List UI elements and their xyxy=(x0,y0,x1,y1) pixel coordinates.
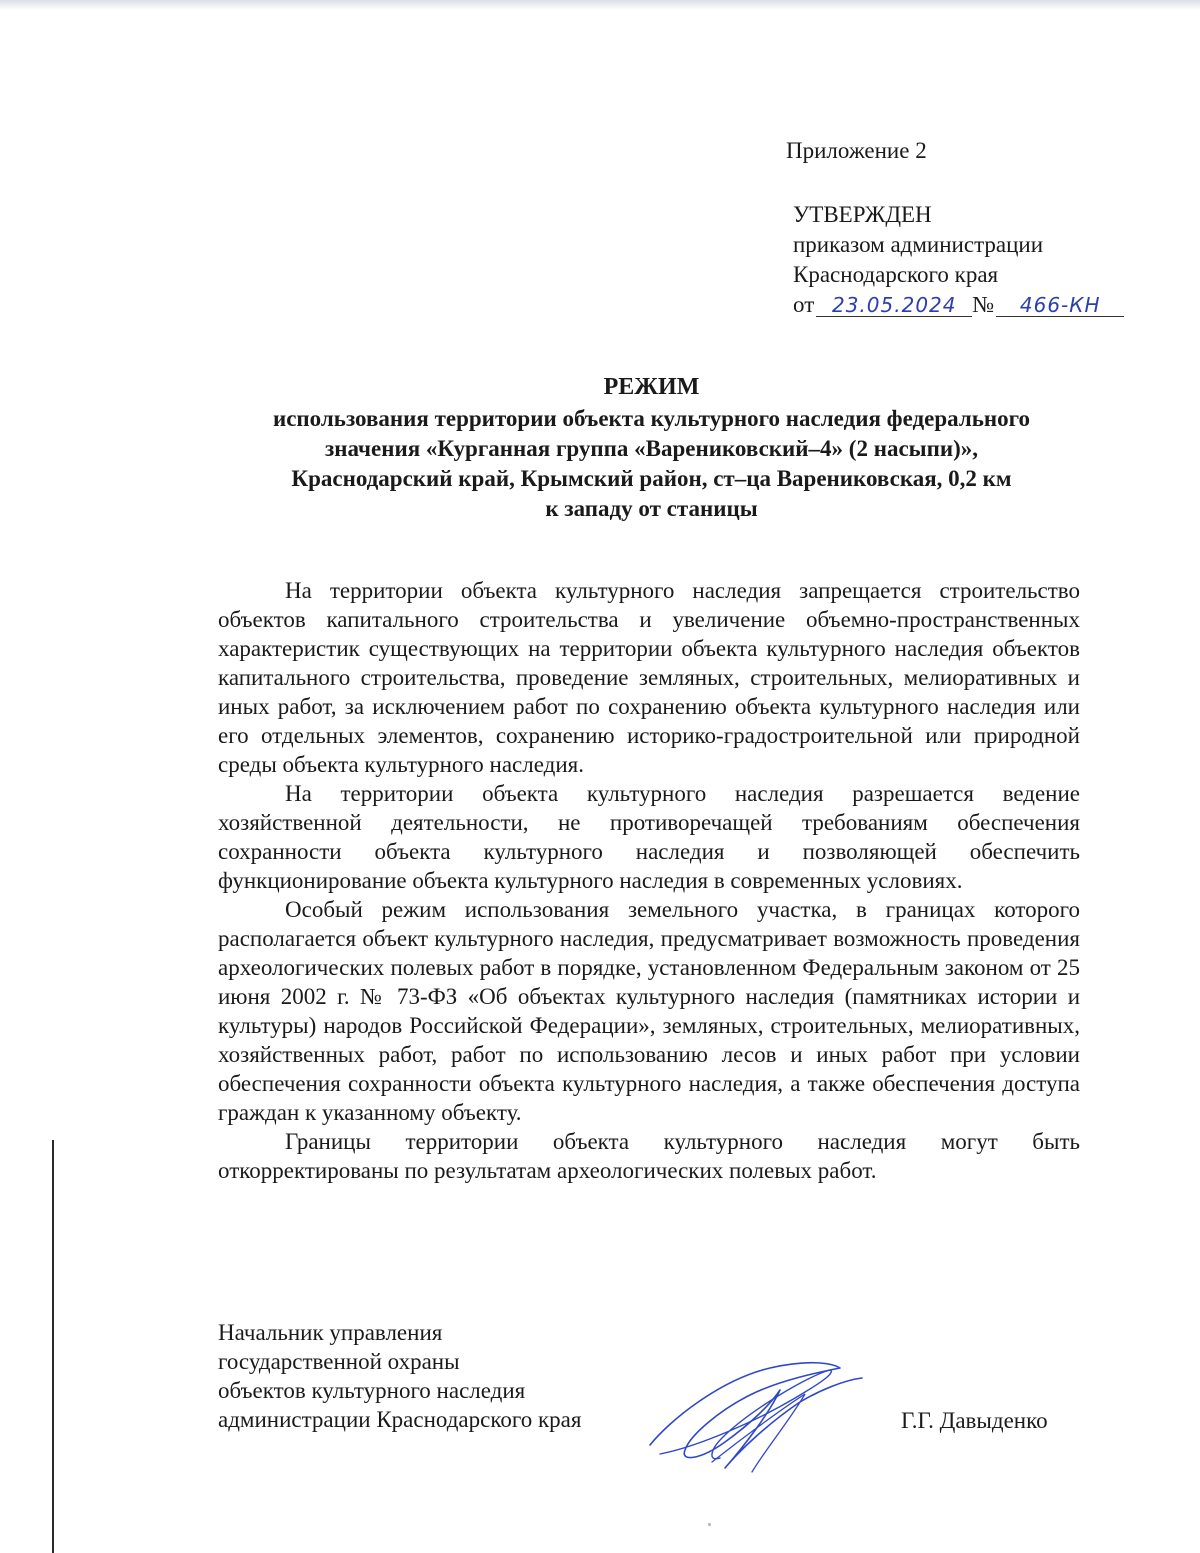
signatory-line-4: администрации Краснодарского края xyxy=(218,1407,582,1432)
paragraph: Особый режим использования земельного участка, в границах которого располагается объект культурного наследия, предусматривает возможность проведения археологических полевых работ в порядке, установленном Федеральным законом от 25 июня 2002 г. № 73-ФЗ «Об объектах культурного наследия (памятниках истории и культуры) народов Российской Федерации», земляных, строительных, мелиоративных, хозяйственных работ, работ по использованию лесов и иных работ при условии обеспечения сохранности объекта культурного наследия, а также обеспечения доступа граждан к указанному объекту. xyxy=(218,897,1080,1125)
approval-stamp-block xyxy=(793,200,1124,320)
signatory-position xyxy=(218,1318,581,1434)
approval-line-1: приказом администрации xyxy=(793,232,1044,257)
approval-line-2: Краснодарского края xyxy=(793,262,999,287)
order-reference xyxy=(793,290,1124,320)
paragraph: Границы территории объекта культурного наследия могут быть откорректированы по результатам археологических полевых работ. xyxy=(218,1129,1080,1183)
signatory-name: Г.Г. Давыденко xyxy=(901,1408,1048,1433)
title-line-2: значения «Курганная группа «Варениковский–4» (2 насыпи)», xyxy=(324,436,979,461)
scan-edge-top xyxy=(0,0,1200,10)
signatory-line-2: государственной охраны xyxy=(218,1349,460,1374)
order-date: 23.05.2024 xyxy=(816,294,972,317)
order-number-label: № xyxy=(972,292,995,317)
handwritten-signature xyxy=(630,1350,870,1480)
paragraph: На территории объекта культурного наследия запрещается строительство объектов капитального строительства и увеличение объемно-пространственных характеристик существующих на территории объекта культурного наследия объектов капитального строительства, проведение земляных, строительных, мелиоративных и иных работ, за исключением работ по сохранению объекта культурного наследия или его отдельных элементов, сохранению историко-градостроительной или природной среды объекта культурного наследия. xyxy=(218,578,1080,777)
order-number: 466-КН xyxy=(996,294,1124,317)
order-from-label: от xyxy=(793,292,815,317)
paragraph: На территории объекта культурного наследия разрешается ведение хозяйственной деятельности, не противоречащей требованиям обеспечения сохранности объекта культурного наследия и позволяющей обеспечить функционирование объекта культурного наследия в современных условиях. xyxy=(218,781,1080,893)
title-line-1: использования территории объекта культурного наследия федерального xyxy=(272,406,1031,431)
title-line-3: Краснодарский край, Крымский район, ст–ца Варениковская, 0,2 км xyxy=(291,466,1012,491)
scan-speck xyxy=(708,1523,711,1526)
signatory-line-1: Начальник управления xyxy=(218,1320,443,1345)
appendix-label: Приложение 2 xyxy=(786,138,927,163)
title-main: РЕЖИМ xyxy=(603,374,700,400)
document-title xyxy=(150,372,1153,524)
signatory-line-3: объектов культурного наследия xyxy=(218,1378,526,1403)
title-line-4: к западу от станицы xyxy=(545,496,758,521)
document-body xyxy=(218,576,1080,1185)
scan-edge-left xyxy=(52,1140,54,1553)
approval-heading: УТВЕРЖДЕН xyxy=(793,202,932,227)
